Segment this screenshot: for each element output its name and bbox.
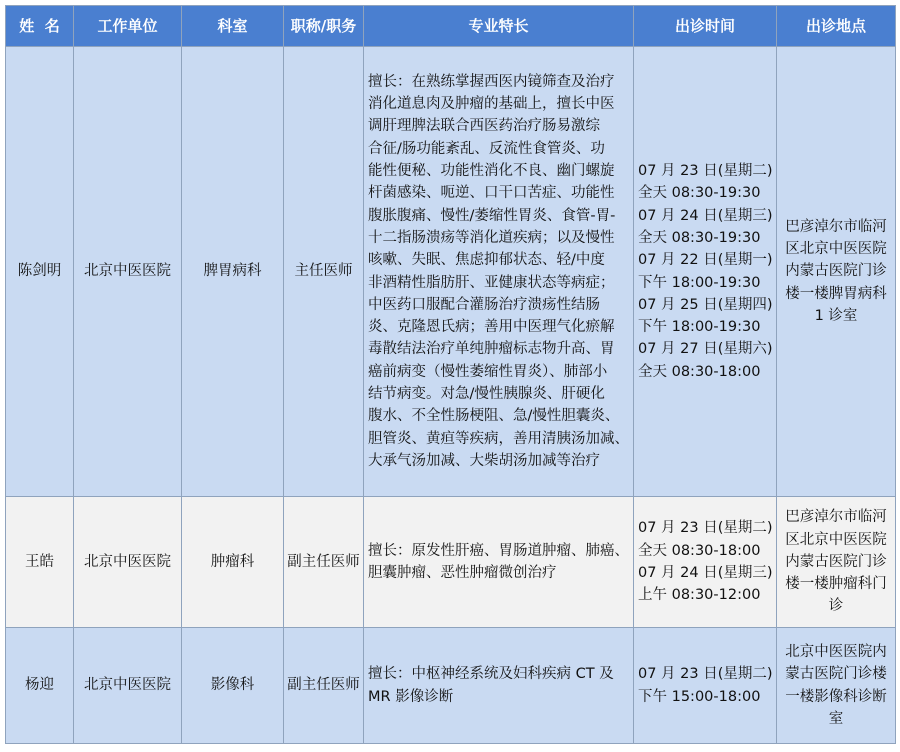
specialty-line: 非酒精性脂肪肝、亚健康状态等病症； — [368, 274, 615, 291]
doctor-dept: 脾胃病科 — [182, 47, 284, 497]
schedule-line: 07 月 23 日(星期二) — [638, 163, 773, 180]
doctor-name: 杨迎 — [6, 628, 74, 744]
schedule-line: 07 月 27 日(星期六) — [638, 341, 773, 358]
schedule-line: 下午 18:00-19:30 — [638, 274, 761, 291]
doctor-name: 陈剑明 — [6, 47, 74, 497]
specialty-line: 调肝理脾法联合西医药治疗肠易激综 — [368, 118, 600, 135]
schedule-line: 07 月 22 日(星期一) — [638, 252, 773, 269]
header-name: 姓 名 — [6, 6, 74, 47]
schedule-line: 07 月 23 日(星期二) — [638, 520, 773, 537]
doctor-location — [777, 47, 896, 497]
schedule-line: 07 月 24 日(星期三) — [638, 207, 773, 224]
schedule-line: 下午 18:00-19:30 — [638, 319, 761, 336]
location-line: 一楼影像科诊断 — [785, 688, 887, 705]
location-line: 1 诊室 — [814, 307, 858, 324]
location-line: 北京中医医院内 — [785, 643, 887, 660]
specialty-line: 擅长：在熟练掌握西医内镜筛查及治疗 — [368, 73, 615, 90]
specialty-line: 毒散结法治疗单纯肿瘤标志物升高、胃 — [368, 341, 615, 358]
doctor-schedule-table — [5, 5, 896, 744]
location-line: 区北京中医医院 — [785, 241, 887, 258]
doctor-name: 王皓 — [6, 497, 74, 628]
schedule-line: 全天 08:30-19:30 — [638, 185, 761, 202]
table-row — [6, 497, 896, 628]
specialty-line: 胆囊肿瘤、恶性肿瘤微创治疗 — [368, 565, 557, 581]
specialty-line: 擅长：中枢神经系统及妇科疾病 CT 及 — [368, 666, 614, 683]
specialty-line: 杆菌感染、呃逆、口干口苦症、功能性 — [368, 185, 615, 202]
schedule-line: 上午 08:30-12:00 — [638, 587, 761, 604]
header-row — [6, 6, 896, 47]
specialty-line: 能性便秘、功能性消化不良、幽门螺旋 — [368, 163, 615, 180]
header-title: 职称/职务 — [284, 6, 364, 47]
table-row — [6, 628, 896, 744]
doctor-location — [777, 497, 896, 628]
specialty-line: 胆管炎、黄疸等疾病，善用清胰汤加减、 — [368, 430, 629, 447]
doctor-specialty — [364, 497, 634, 628]
header-location: 出诊地点 — [777, 6, 896, 47]
doctor-schedule — [634, 497, 777, 628]
schedule-line: 全天 08:30-19:30 — [638, 229, 761, 246]
specialty-line: 结节病变。对急/慢性胰腺炎、肝硬化 — [368, 385, 605, 402]
header-schedule: 出诊时间 — [634, 6, 777, 47]
specialty-line: 十二指肠溃疡等消化道疾病；以及慢性 — [368, 229, 615, 246]
location-line: 楼一楼脾胃病科 — [785, 285, 887, 302]
specialty-line: 炎、克隆恩氏病；善用中医理气化瘀解 — [368, 319, 615, 336]
specialty-line: 腹水、不全性肠梗阻、急/慢性胆囊炎、 — [368, 408, 620, 425]
doctor-title: 副主任医师 — [284, 497, 364, 628]
specialty-line: MR 影像诊断 — [368, 688, 454, 705]
header-unit: 工作单位 — [74, 6, 182, 47]
specialty-line: 咳嗽、失眠、焦虑抑郁状态、轻/中度 — [368, 252, 605, 269]
schedule-line: 全天 08:30-18:00 — [638, 363, 761, 380]
specialty-line: 合征/肠功能紊乱、反流性食管炎、功 — [368, 140, 605, 157]
location-line: 区北京中医医院 — [785, 531, 887, 548]
location-line: 诊 — [828, 598, 844, 615]
doctor-schedule — [634, 628, 777, 744]
header-specialty: 专业特长 — [364, 6, 634, 47]
doctor-specialty — [364, 628, 634, 744]
location-line: 巴彦淖尔市临河 — [785, 509, 887, 526]
doctor-title: 副主任医师 — [284, 628, 364, 744]
specialty-line: 大承气汤加减、大柴胡汤加减等治疗 — [368, 452, 600, 469]
location-line: 内蒙古医院门诊 — [785, 553, 887, 570]
specialty-line: 消化道息肉及肿瘤的基础上，擅长中医 — [368, 96, 615, 113]
header-dept: 科室 — [182, 6, 284, 47]
specialty-line: 腹胀腹痛、慢性/萎缩性胃炎、食管-胃- — [368, 207, 616, 224]
doctor-unit: 北京中医医院 — [74, 497, 182, 628]
doctor-dept: 肿瘤科 — [182, 497, 284, 628]
specialty-line: 擅长：原发性肝癌、胃肠道肿瘤、肺癌、 — [368, 542, 629, 559]
doctor-location — [777, 628, 896, 744]
schedule-line: 07 月 23 日(星期二) — [638, 666, 773, 683]
schedule-line: 07 月 25 日(星期四) — [638, 296, 773, 313]
doctor-unit: 北京中医医院 — [74, 628, 182, 744]
doctor-specialty — [364, 47, 634, 497]
location-line: 蒙古医院门诊楼 — [785, 666, 887, 683]
schedule-line: 下午 15:00-18:00 — [638, 688, 761, 705]
location-line: 巴彦淖尔市临河 — [785, 218, 887, 235]
specialty-line: 癌前病变（慢性萎缩性胃炎）、肺部小 — [368, 363, 608, 380]
location-line: 室 — [828, 710, 844, 727]
doctor-schedule — [634, 47, 777, 497]
location-line: 楼一楼肿瘤科门 — [785, 576, 887, 593]
specialty-line: 中医药口服配合灌肠治疗溃疡性结肠 — [368, 296, 600, 313]
doctor-dept: 影像科 — [182, 628, 284, 744]
table-row — [6, 47, 896, 497]
doctor-title: 主任医师 — [284, 47, 364, 497]
doctor-unit: 北京中医医院 — [74, 47, 182, 497]
schedule-line: 07 月 24 日(星期三) — [638, 565, 773, 581]
location-line: 内蒙古医院门诊 — [785, 263, 887, 280]
schedule-line: 全天 08:30-18:00 — [638, 542, 761, 559]
